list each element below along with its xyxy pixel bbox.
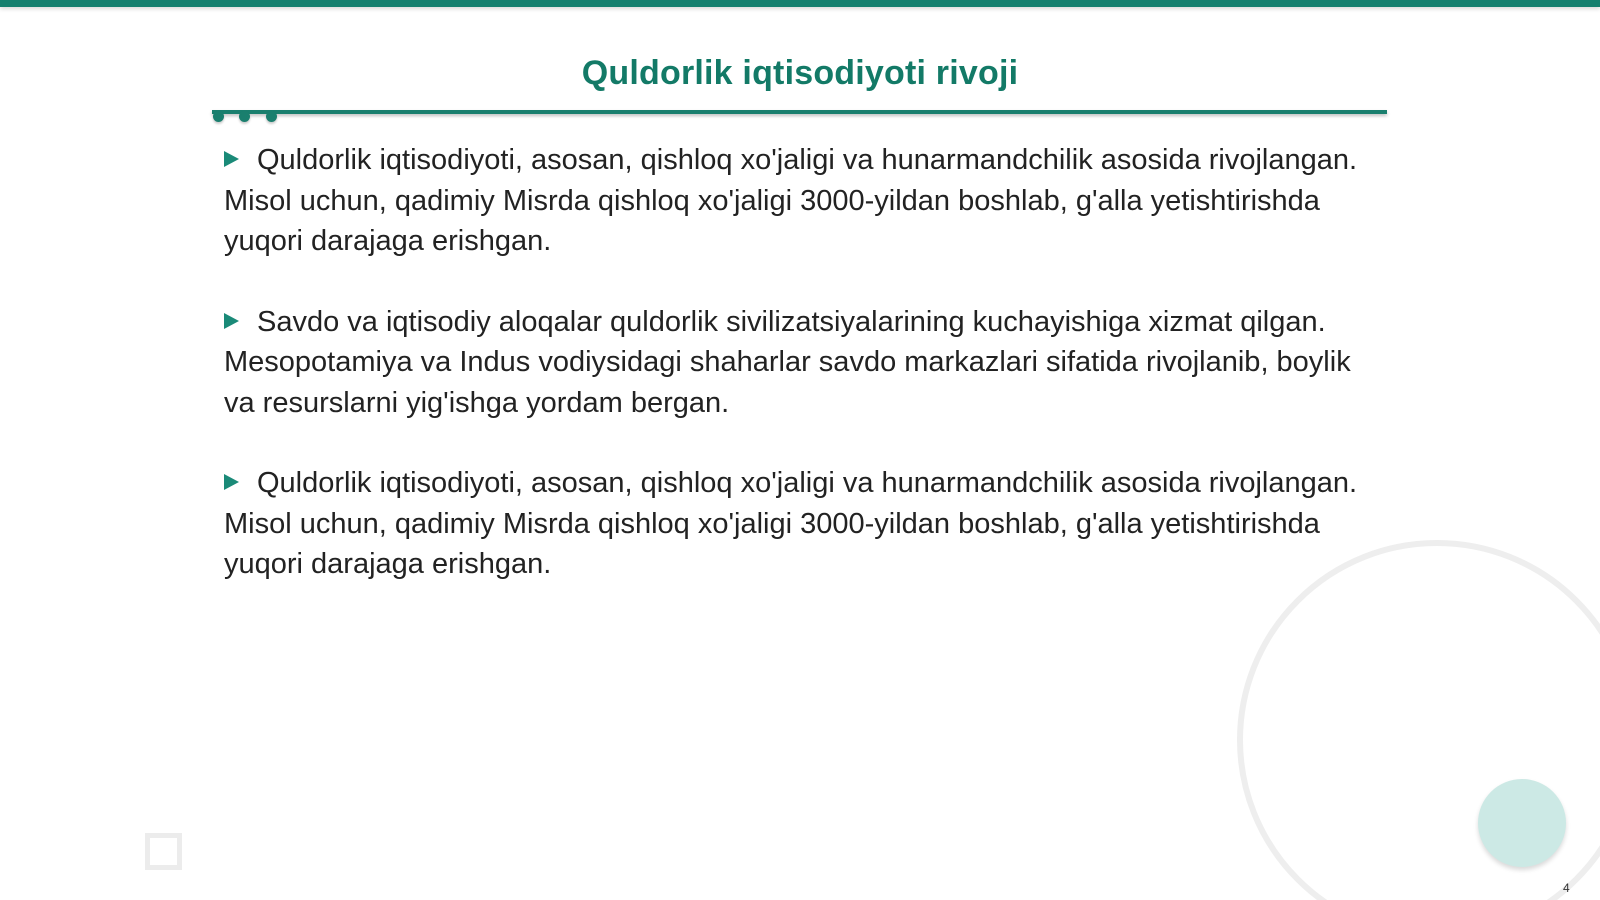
- divider-dot: [239, 111, 250, 122]
- divider-dot: [213, 111, 224, 122]
- bullet-list: [224, 140, 1384, 625]
- divider-dot: [266, 111, 277, 122]
- bullet-text: Quldorlik iqtisodiyoti, asosan, qishloq xo'jaligi va hunarmandchilik asosida rivojlangan. Misol uchun, qadimiy Misrda qishloq xo'jaligi 3000-yildan boshlab, g'alla yetishtirishda yuqori darajaga erishgan.: [224, 144, 1358, 257]
- bullet-text: Savdo va iqtisodiy aloqalar quldorlik sivilizatsiyalarining kuchayishiga xizmat qilgan. Mesopotamiya va Indus vodiysidagi shaharlar savdo markazlari sifatida rivojlanib, boylik va resurslarni yig'ishga yordam bergan.: [224, 305, 1351, 419]
- bullet-item: [224, 463, 1384, 585]
- page-number: 4: [1563, 881, 1570, 895]
- triangle-right-icon: [224, 313, 239, 329]
- bullet-item: [224, 140, 1384, 262]
- bullet-text: Quldorlik iqtisodiyoti, asosan, qishloq xo'jaligi va hunarmandchilik asosida rivojlangan. Misol uchun, qadimiy Misrda qishloq xo'jaligi 3000-yildan boshlab, g'alla yetishtirishda yuqori darajaga erishgan.: [224, 467, 1358, 580]
- decorative-circle: [1478, 779, 1566, 867]
- triangle-right-icon: [224, 151, 239, 167]
- top-accent-bar: [0, 0, 1600, 7]
- title-divider: [212, 110, 1387, 114]
- bullet-item: [224, 302, 1384, 424]
- decorative-square: [145, 833, 182, 870]
- triangle-right-icon: [224, 474, 239, 490]
- slide-title: Quldorlik iqtisodiyoti rivoji: [581, 54, 1019, 92]
